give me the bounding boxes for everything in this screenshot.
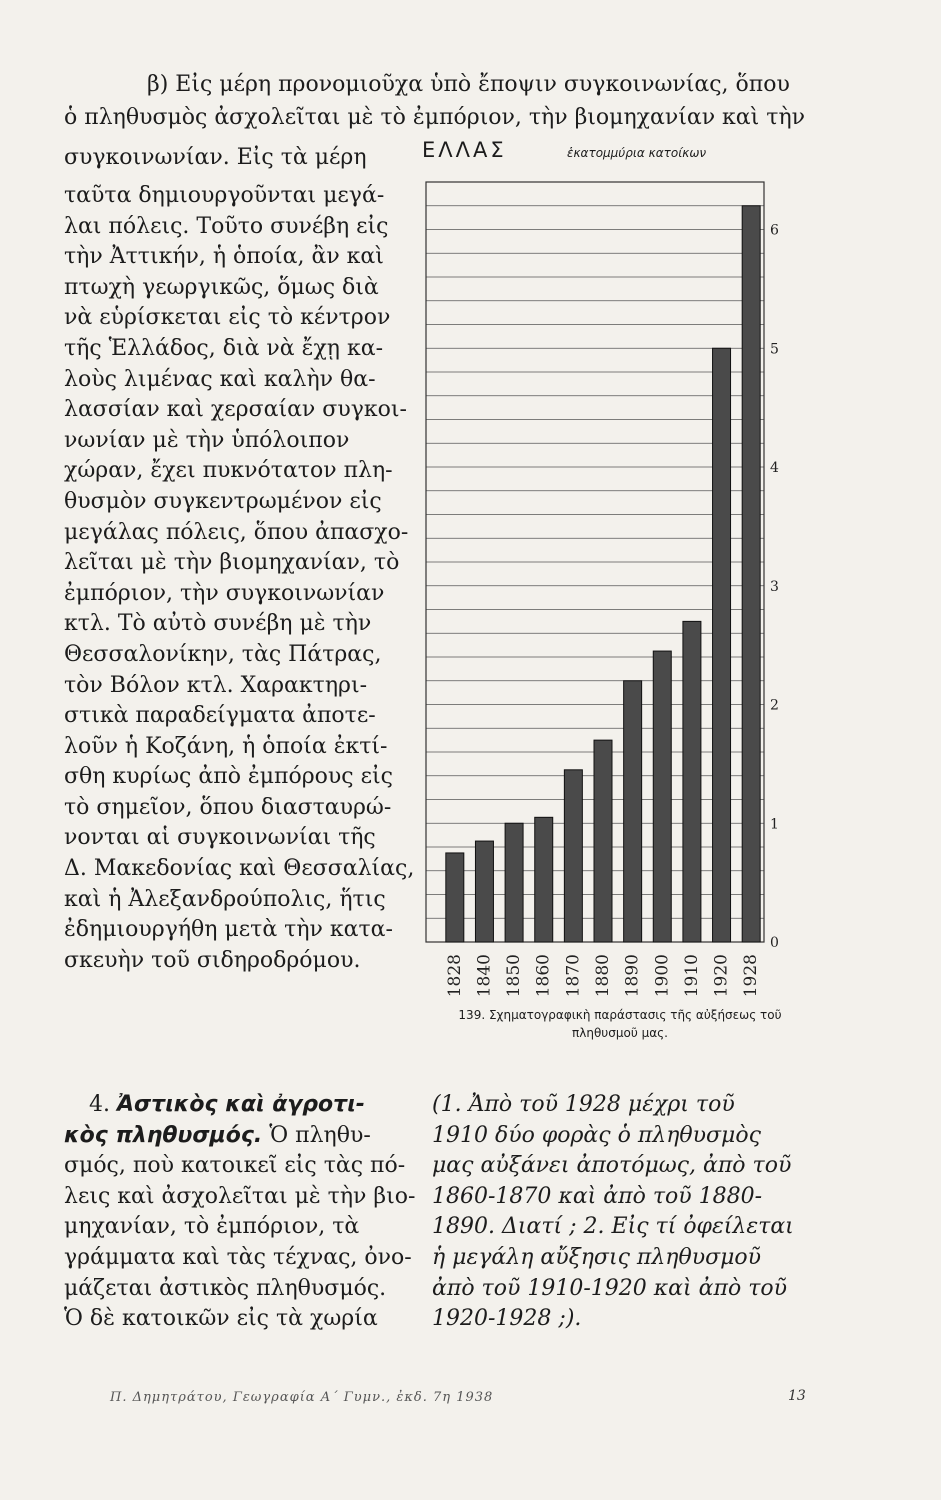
left-column-line: σθη κυρίως ἀπὸ ἐμπόρους εἰς <box>64 764 393 790</box>
left-column-line: Θεσσαλονίκην, τὰς Πάτρας, <box>64 641 382 667</box>
x-tick-label: 1870 <box>563 954 584 998</box>
left-column-line: κτλ. Τὸ αὐτὸ συνέβη μὲ τὴν <box>64 611 372 637</box>
left-column-line: τῆς Ἑλλάδος, διὰ νὰ ἔχῃ κα- <box>64 335 384 361</box>
x-tick-label: 1900 <box>652 954 673 998</box>
page-number: 13 <box>788 1388 806 1404</box>
bar-1880 <box>594 740 612 942</box>
section-text-line: μηχανίαν, τὸ ἐμπόριον, τὰ <box>64 1214 360 1240</box>
section-text-line: σμός, ποὺ κατοικεῖ εἰς τὰς πό- <box>64 1153 406 1179</box>
left-column-line: πτωχὴ γεωργικῶς, ὅμως διὰ <box>64 274 379 300</box>
left-column-line: Δ. Μακεδονίας καὶ Θεσσαλίας, <box>64 856 415 882</box>
bar-1920 <box>713 348 731 942</box>
left-column-text <box>64 181 415 976</box>
chart-y-ticks <box>770 223 779 952</box>
chart-x-ticks <box>445 954 761 997</box>
section-heading-line-1 <box>64 1090 400 1121</box>
section-number: 4. <box>89 1092 110 1117</box>
question-line: (1. Ἀπὸ τοῦ 1928 μέχρι τοῦ <box>432 1092 735 1117</box>
y-tick-label: 5 <box>770 341 779 358</box>
left-column-line: χώραν, ἔχει πυκνότατον πλη- <box>64 458 393 484</box>
left-column-line: νὰ εὑρίσκεται εἰς τὸ κέντρον <box>64 305 391 331</box>
figure-number: 139. <box>458 1008 486 1022</box>
left-column-line: μεγάλας πόλεις, ὅπου ἀπασχο- <box>64 519 409 545</box>
bar-1828 <box>446 853 464 942</box>
left-column-line: ταῦτα δημιουργοῦνται μεγά- <box>64 183 385 208</box>
left-column-line: καὶ ἡ Ἀλεξανδρούπολις, ἥτις <box>64 886 386 912</box>
left-column-line: σκευὴν τοῦ σιδηροδρόμου. <box>64 947 361 973</box>
section-text-line: Ὁ δὲ κατοικῶν εἰς τὰ χωρία <box>64 1306 378 1332</box>
exercise-questions <box>432 1090 810 1335</box>
left-column-line: λαι πόλεις. Τοῦτο συνέβη εἰς <box>64 213 389 239</box>
y-tick-label: 4 <box>770 460 779 476</box>
section-heading-part-1: Ἀστικὸς καὶ ἀγροτι- <box>117 1092 365 1117</box>
chart-unit-label: ἑκατομμύρια κατοίκων <box>567 146 707 160</box>
left-column-line: ἐδημιουργήθη μετὰ τὴν κατα- <box>64 917 393 943</box>
bar-1840 <box>475 841 493 942</box>
intro-line-2: ὁ πληθυσμὸς ἀσχολεῖται μὲ τὸ ἐμπόριον, τὴν βιομηχανίαν καὶ τὴν <box>64 105 806 130</box>
population-bar-chart <box>400 160 820 1030</box>
section-4 <box>64 1090 416 1335</box>
bar-1910 <box>683 621 701 942</box>
x-tick-label: 1850 <box>504 954 525 998</box>
question-line: 1910 δύο φορὰς ὁ πληθυσμὸς <box>432 1122 761 1148</box>
chart-caption <box>430 1006 810 1042</box>
bar-1928 <box>742 206 760 942</box>
section-heading-line-2 <box>64 1121 400 1152</box>
question-line: ἡ μεγάλη αὔξησις πληθυσμοῦ <box>432 1244 762 1270</box>
chart-title: ΕΛΛΑΣ <box>422 138 507 162</box>
left-column-line: θυσμὸν συγκεντρωμένον εἰς <box>64 488 382 514</box>
bar-1890 <box>624 681 642 942</box>
left-column-line: ἐμπόριον, τὴν συγκοινωνίαν <box>64 580 385 606</box>
y-tick-label: 6 <box>770 222 779 239</box>
left-column-line: τὸν Βόλον κτλ. Χαρακτηρι- <box>64 672 368 698</box>
question-line: 1890. Διατί ; 2. Εἰς τί ὀφείλεται <box>432 1214 794 1240</box>
left-column-line: λοὺς λιμένας καὶ καλὴν θα- <box>64 366 376 392</box>
section-text-line-0: Ὁ πληθυ- <box>269 1122 371 1148</box>
left-column-line: νονται αἱ συγκοινωνίαι τῆς <box>64 825 376 851</box>
y-tick-label: 1 <box>770 816 779 833</box>
y-tick-label: 2 <box>770 697 779 714</box>
x-tick-label: 1890 <box>622 954 643 998</box>
question-line: ἀπὸ τοῦ 1910-1920 καὶ ἀπὸ τοῦ <box>432 1275 787 1301</box>
x-tick-label: 1828 <box>444 954 465 998</box>
figure-caption-text: Σχηματογραφικὴ παράστασις τῆς αὐξήσεως τοῦ πληθυσμοῦ μας. <box>488 1008 782 1040</box>
section-text-line: λεις καὶ ἀσχολεῖται μὲ τὴν βιο- <box>64 1183 416 1209</box>
x-tick-label: 1840 <box>474 954 495 998</box>
question-line: μας αὐξάνει ἀποτόμως, ἀπὸ τοῦ <box>432 1153 792 1179</box>
chart-bars <box>446 206 760 942</box>
x-tick-label: 1910 <box>681 954 702 998</box>
book-footer: Π. Δημητράτου, Γεωγραφία Α΄ Γυμν., ἐκδ. 7η 1938 <box>110 1390 494 1405</box>
section-body <box>64 1151 416 1335</box>
bar-1850 <box>505 823 523 942</box>
left-column-line: τὴν Ἀττικήν, ἡ ὁποία, ἂν καὶ <box>64 244 384 270</box>
intro-line-3: συγκοινωνίαν. Εἰς τὰ μέρη <box>64 145 367 170</box>
x-tick-label: 1880 <box>593 954 613 998</box>
section-heading-part-2: κὸς πληθυσμός. <box>64 1122 263 1148</box>
y-tick-label: 0 <box>770 935 779 951</box>
bar-1870 <box>564 770 582 942</box>
bar-1900 <box>653 651 671 942</box>
section-text-line: μάζεται ἀστικὸς πληθυσμός. <box>64 1275 387 1301</box>
question-line: 1860-1870 καὶ ἀπὸ τοῦ 1880- <box>432 1183 763 1209</box>
x-tick-label: 1928 <box>741 954 762 998</box>
intro-line-1: β) Εἰς μέρη προνομιοῦχα ὑπὸ ἔποψιν συγκοινωνίας, ὅπου <box>147 72 790 97</box>
left-column-line: τὸ σημεῖον, ὅπου διασταυρώ- <box>64 794 392 820</box>
left-column-line: λοῦν ἡ Κοζάνη, ἡ ὁποία ἐκτί- <box>64 733 388 759</box>
question-line: 1920-1928 ;). <box>432 1306 582 1332</box>
x-tick-label: 1920 <box>711 954 732 998</box>
section-text-line: γράμματα καὶ τὰς τέχνας, ὀνο- <box>64 1244 412 1270</box>
y-tick-label: 3 <box>770 578 779 595</box>
left-column-line: λασσίαν καὶ χερσαίαν συγκοι- <box>64 397 407 423</box>
left-column-line: στικὰ παραδείγματα ἀποτε- <box>64 703 376 729</box>
left-column-line: λεῖται μὲ τὴν βιομηχανίαν, τὸ <box>64 550 400 576</box>
left-column-line: νωνίαν μὲ τὴν ὑπόλοιπον <box>64 427 350 453</box>
bar-1860 <box>535 817 553 942</box>
x-tick-label: 1860 <box>533 954 554 998</box>
